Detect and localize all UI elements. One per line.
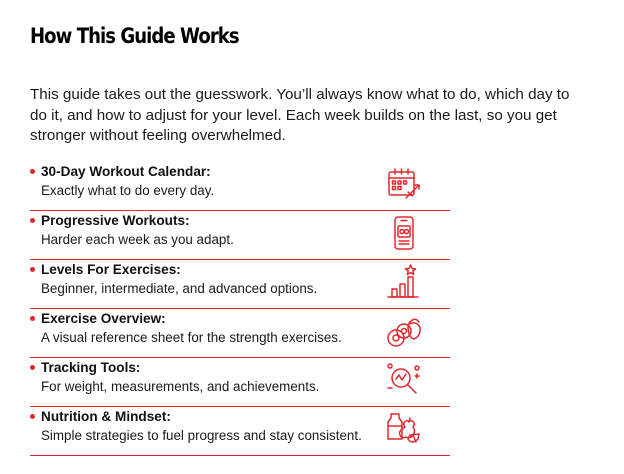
magnifier-icon xyxy=(384,360,424,400)
item-description: Harder each week as you adapt. xyxy=(41,232,234,247)
item-description: Beginner, intermediate, and advanced options. xyxy=(41,281,318,296)
list-item-workout-calendar xyxy=(30,163,450,211)
bullet-icon xyxy=(30,267,35,272)
item-title: Progressive Workouts: xyxy=(41,213,190,228)
feature-list xyxy=(30,163,450,457)
item-description: For weight, measurements, and achievements. xyxy=(41,379,320,394)
item-title: Nutrition & Mindset: xyxy=(41,409,171,424)
bullet-icon xyxy=(30,218,35,223)
calendar-icon xyxy=(384,164,424,204)
item-title: 30-Day Workout Calendar: xyxy=(41,164,211,179)
bullet-icon xyxy=(30,169,35,174)
list-item-exercise-levels xyxy=(30,261,450,309)
list-item-nutrition-mindset xyxy=(30,408,450,456)
list-item-progressive-workouts xyxy=(30,212,450,260)
item-description: Simple strategies to fuel progress and stay consistent. xyxy=(41,428,362,443)
list-item-tracking-tools xyxy=(30,359,450,407)
item-description: Exactly what to do every day. xyxy=(41,183,215,198)
item-description: A visual reference sheet for the strength exercises. xyxy=(41,330,342,345)
page-title: How This Guide Works xyxy=(30,24,239,48)
item-title: Exercise Overview: xyxy=(41,311,166,326)
weights-icon xyxy=(384,311,424,351)
bullet-icon xyxy=(30,414,35,419)
item-title: Levels For Exercises: xyxy=(41,262,181,277)
bullet-icon xyxy=(30,365,35,370)
phone-icon xyxy=(384,213,424,253)
bar-chart-star-icon xyxy=(384,262,424,302)
list-item-exercise-overview xyxy=(30,310,450,358)
bullet-icon xyxy=(30,316,35,321)
item-title: Tracking Tools: xyxy=(41,360,141,375)
intro-paragraph: This guide takes out the guesswork. You’ll always know what to do, which day to do it, and how to adjust for your level. Each week builds on the last, so you get stronger without feeling overwhelmed. xyxy=(30,86,570,144)
food-icon xyxy=(384,409,424,449)
